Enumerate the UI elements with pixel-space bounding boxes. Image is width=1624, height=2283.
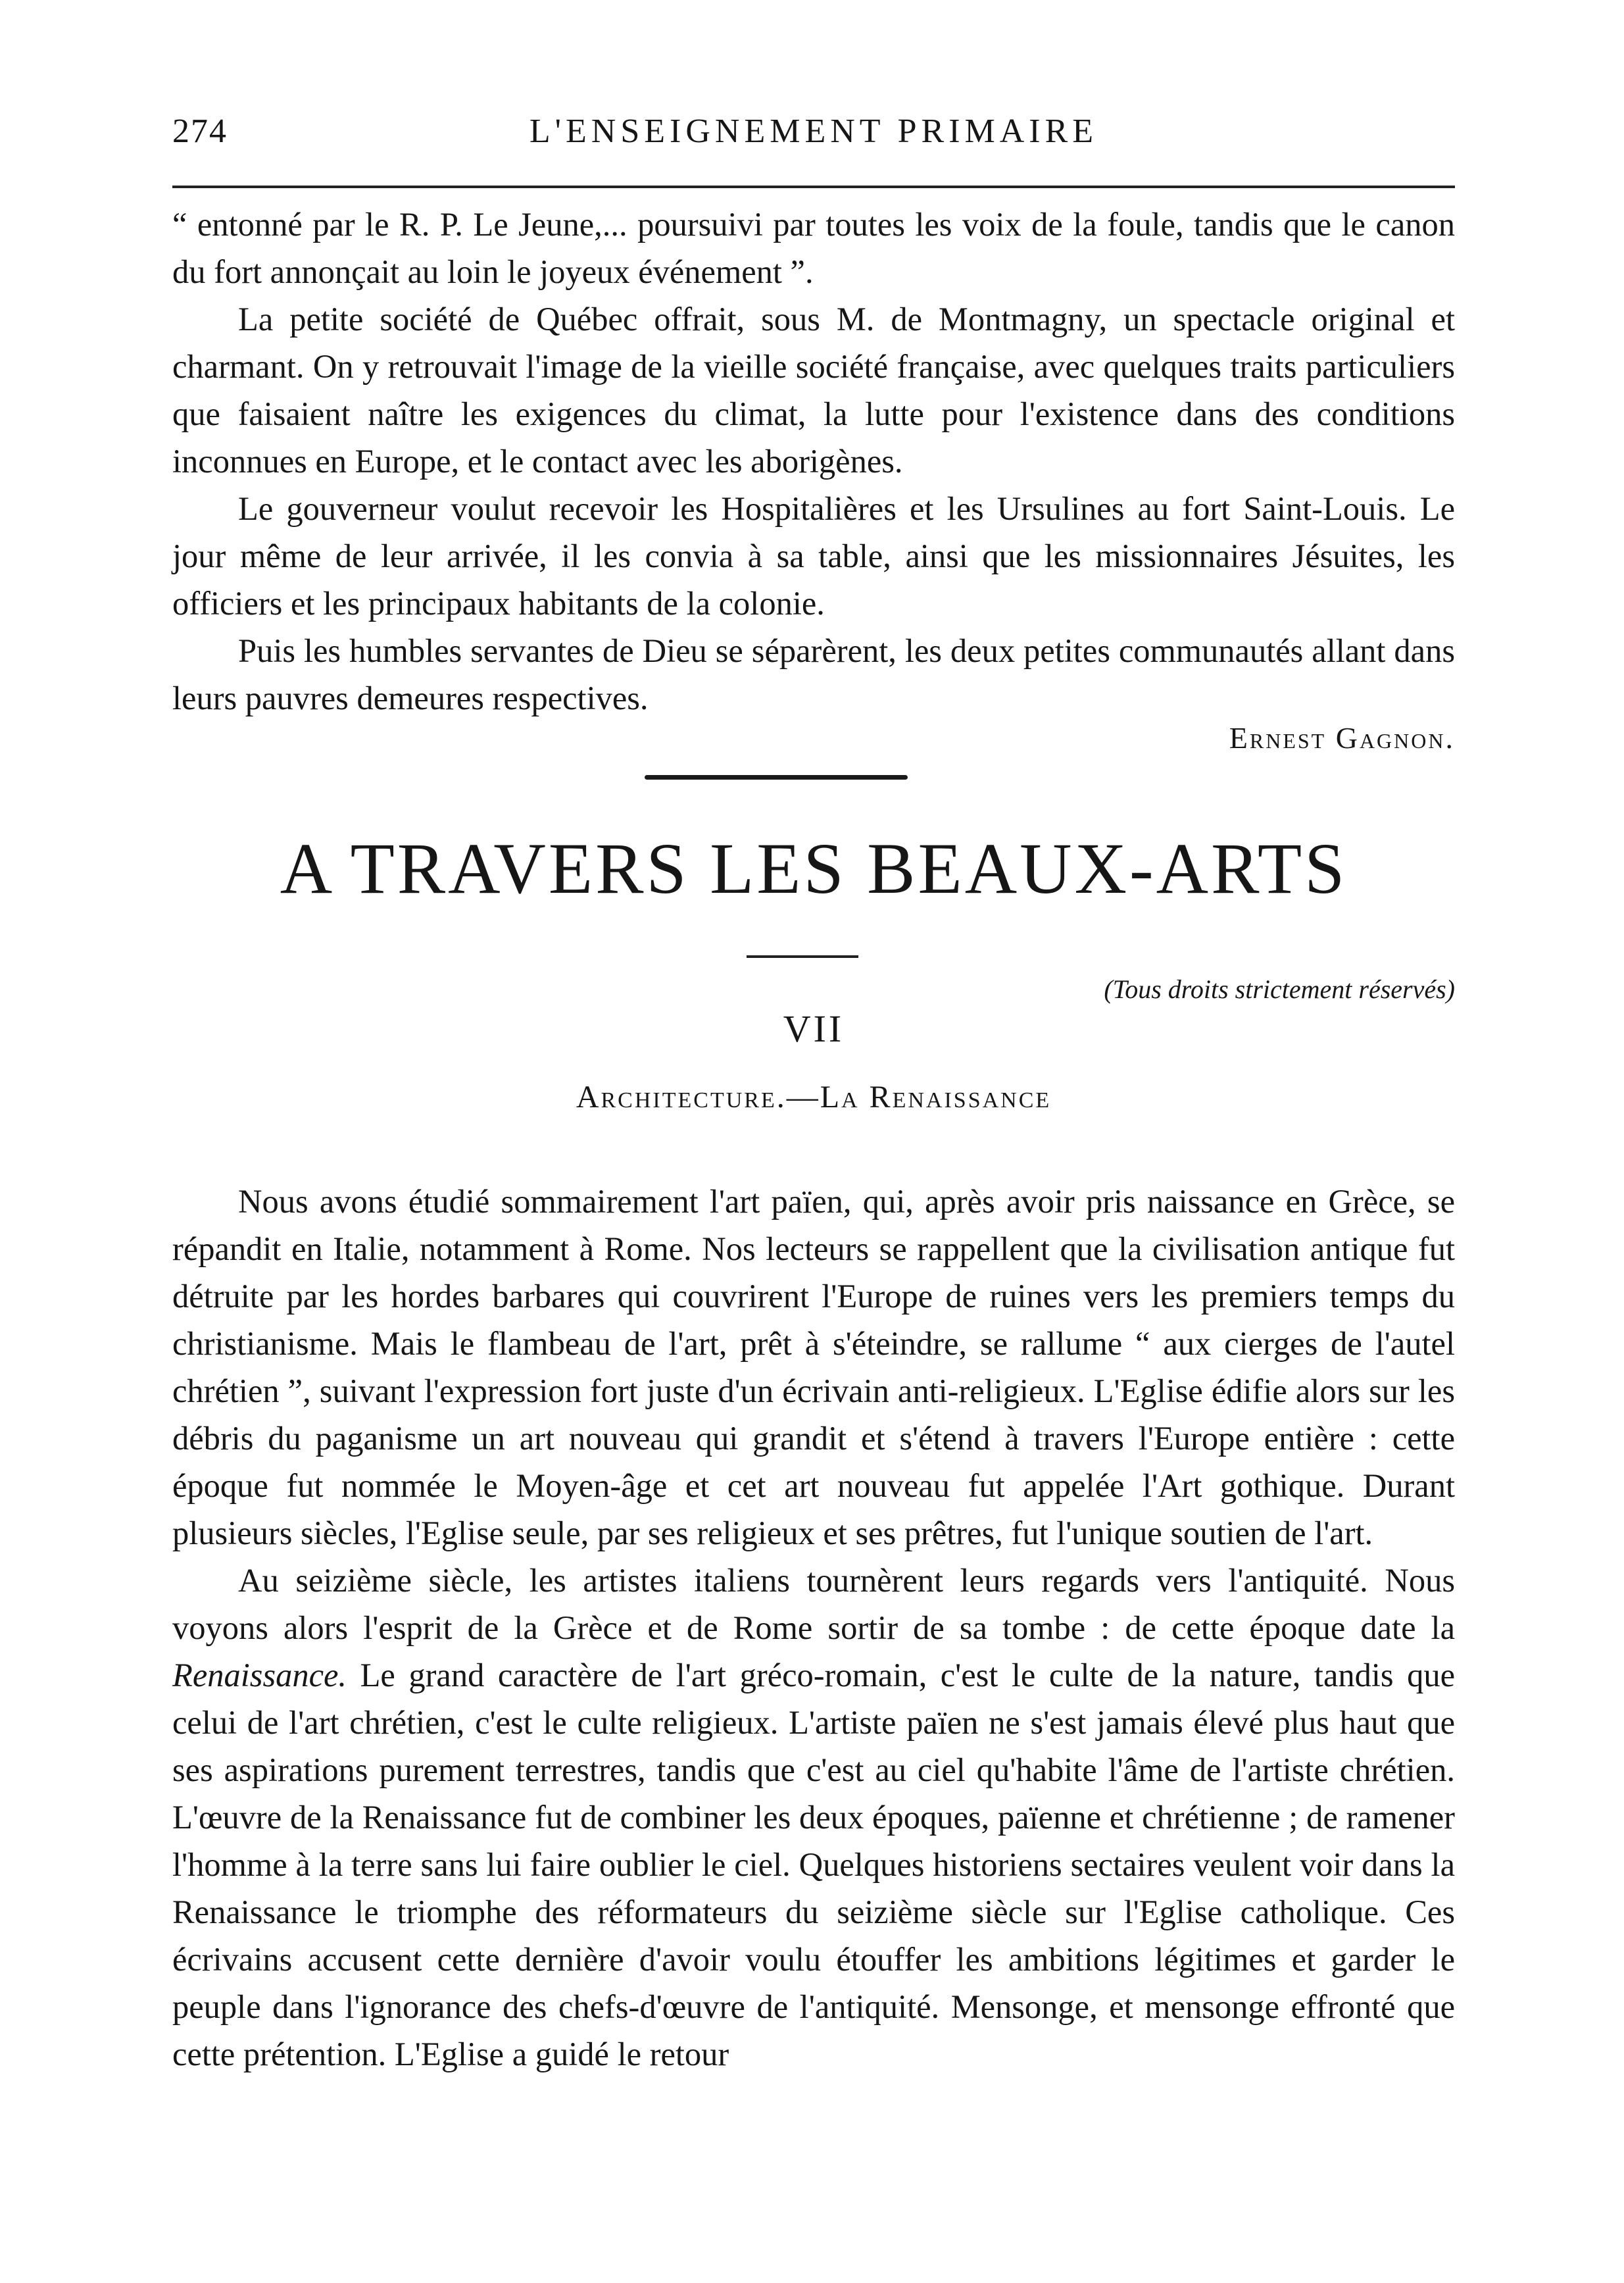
section-divider-ornament bbox=[645, 775, 908, 780]
italic-term: Renaissance. bbox=[172, 1657, 347, 1693]
page-number: 274 bbox=[172, 113, 228, 150]
paragraph bbox=[172, 1557, 1455, 2078]
paragraph: Puis les humbles servantes de Dieu se séparèrent, les deux petites communautés allant dans leurs pauvres demeures respectives. bbox=[172, 632, 1455, 716]
paragraph: Le gouverneur voulut recevoir les Hospitalières et les Ursulines au fort Saint-Louis. Le jour même de leur arrivée, il les convia à sa table, ainsi que les missionnaires Jésuites, les officiers et les principaux habitants de la colonie. bbox=[172, 490, 1455, 622]
paragraph: Nous avons étudié sommairement l'art païen, qui, après avoir pris naissance en Grèce, se répandit en Italie, notamment à Rome. Nos lecteurs se rappellent que la civilisation antique fut détruite par les hordes barbares qui couvrirent l'Europe de ruines vers les premiers temps du christianisme. Mais le flambeau de l'art, prêt à s'éteindre, se rallume “ aux cierges de l'autel chrétien ”, suivant l'expression fort juste d'un écrivain anti-religieux. L'Eglise édifie alors sur les débris du paganisme un art nouveau qui grandit et s'étend à travers l'Europe entière : cette époque fut nommée le Moyen-âge et cet art nouveau fut appelée l'Art gothique. Durant plusieurs siècles, l'Eglise seule, par ses religieux et ses prêtres, fut l'unique soutien de l'art. bbox=[172, 1183, 1455, 1551]
article-body bbox=[172, 1178, 1455, 2078]
running-title: L'ENSEIGNEMENT PRIMAIRE bbox=[529, 113, 1098, 150]
page-header bbox=[172, 105, 1455, 158]
article-title: A TRAVERS LES BEAUX-ARTS bbox=[280, 828, 1348, 909]
paragraph-text: Au seizième siècle, les artistes italiens tournèrent leurs regards vers l'antiquité. Nous voyons alors l'esprit de la Grèce et de Rome sortir de sa tombe : de cette époque date la bbox=[172, 1562, 1455, 1646]
author-signature: Ernest Gagnon. bbox=[1229, 721, 1455, 755]
paragraph: La petite société de Québec offrait, sous M. de Montmagny, un spectacle original et charmant. On y retrouvait l'image de la vieille société française, avec quelques traits particuliers que faisaient naître les exigences du climat, la lutte pour l'existence dans des conditions inconnues en Europe, et le contact avec les aborigènes. bbox=[172, 301, 1455, 480]
title-rule bbox=[747, 955, 858, 958]
header-rule bbox=[172, 186, 1455, 188]
rights-notice: (Tous droits strictement réservés) bbox=[1104, 974, 1455, 1004]
section-heading: Architecture.—La Renaissance bbox=[576, 1080, 1052, 1115]
previous-article-text bbox=[172, 201, 1455, 722]
chapter-number: VII bbox=[783, 1007, 845, 1050]
paragraph-text: Le grand caractère de l'art gréco-romain, c'est le culte de la nature, tandis que celui de l'art chrétien, c'est le culte religieux. L'artiste païen ne s'est jamais élevé plus haut que ses aspirations purement terrestres, tandis que c'est au ciel qu'habite l'âme de l'artiste chrétien. L'œuvre de la Renaissance fut de combiner les deux époques, païenne et chrétienne ; de ramener l'homme à la terre sans lui faire oublier le ciel. Quelques historiens sectaires veulent voir dans la Renaissance le triomphe des réformateurs du seizième siècle sur l'Eglise catholique. Ces écrivains accusent cette dernière d'avoir voulu étouffer les ambitions légitimes et garder le peuple dans l'ignorance des chefs-d'œuvre de l'antiquité. Mensonge, et mensonge effronté que cette prétention. L'Eglise a guidé le retour bbox=[172, 1657, 1455, 2072]
paragraph: “ entonné par le R. P. Le Jeune,... poursuivi par toutes les voix de la foule, tandis que le canon du fort annonçait au loin le joyeux événement ”. bbox=[172, 206, 1455, 290]
